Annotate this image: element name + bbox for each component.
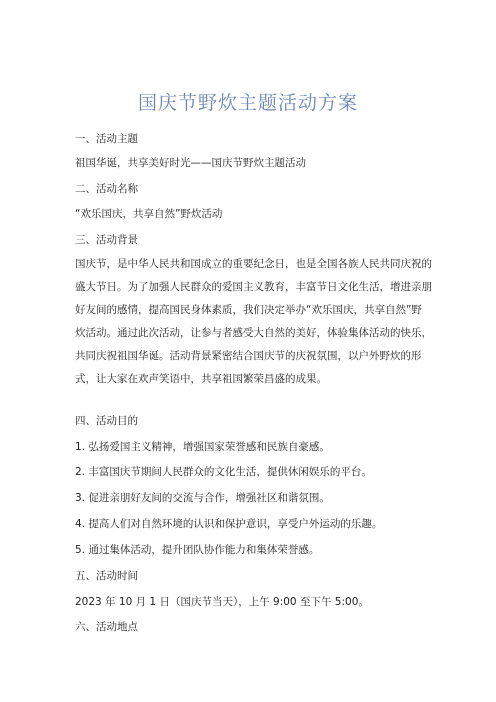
purpose-item: 1. 弘扬爱国主义精神，增强国家荣誉感和民族自豪感。 — [75, 441, 330, 453]
background-line: 式，让大家在欢声笑语中，共享祖国繁荣昌盛的成果。 — [75, 373, 327, 385]
background-line: 盛大节日。为了加强人民群众的爱国主义教育，丰富节日文化生活，增进亲朋 — [75, 281, 432, 293]
purpose-item: 2. 丰富国庆节期间人民群众的文化生活，提供休闲娱乐的平台。 — [75, 466, 372, 478]
section-heading-time: 五、活动时间 — [75, 570, 138, 582]
section-heading-location: 六、活动地点 — [75, 621, 138, 633]
background-line: 共同庆祝祖国华诞。活动背景紧密结合国庆节的庆祝氛围，以户外野炊的形 — [75, 350, 422, 362]
time-text: 2023 年 10 月 1 日（国庆节当天），上午 9:00 至下午 5:00。 — [75, 596, 369, 608]
purpose-item: 3. 促进亲朋好友间的交流与合作，增强社区和谐氛围。 — [75, 492, 330, 504]
section-heading-theme: 一、活动主题 — [75, 133, 138, 145]
purpose-item: 5. 通过集体活动，提升团队协作能力和集体荣誉感。 — [75, 544, 320, 556]
background-paragraph — [75, 253, 432, 391]
section-heading-name: 二、活动名称 — [75, 183, 138, 195]
section-heading-background: 三、活动背景 — [75, 234, 138, 246]
purpose-item: 4. 提高人们对自然环境的认识和保护意识，享受户外运动的乐趣。 — [75, 518, 383, 530]
background-line: 炊活动。通过此次活动，让参与者感受大自然的美好，体验集体活动的快乐， — [75, 327, 432, 339]
theme-text: 祖国华诞，共享美好时光——国庆节野炊主题活动 — [75, 157, 306, 169]
name-text: “欢乐国庆，共享自然”野炊活动 — [75, 208, 223, 220]
document-title: 国庆节野炊主题活动方案 — [137, 92, 358, 114]
background-line: 国庆节，是中华人民共和国成立的重要纪念日，也是全国各族人民共同庆祝的 — [75, 258, 432, 270]
background-line: 好友间的感情，提高国民身体素质，我们决定举办“欢乐国庆，共享自然”野 — [75, 304, 422, 316]
section-heading-purpose: 四、活动目的 — [75, 415, 138, 427]
